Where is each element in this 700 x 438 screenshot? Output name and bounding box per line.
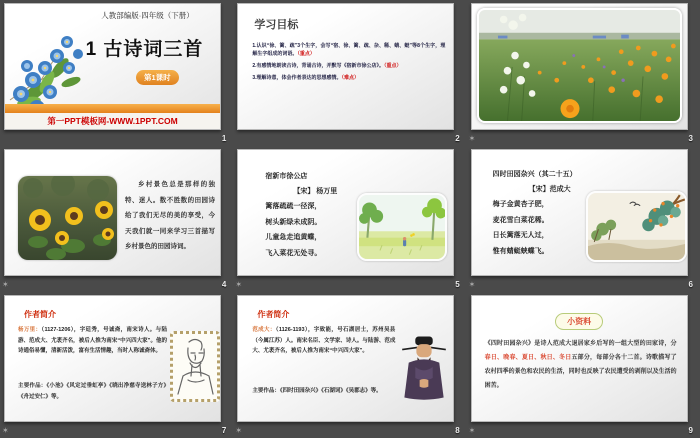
author-intro-title: 作者简介 [257, 310, 290, 319]
slide-number: 4 [221, 280, 227, 289]
slide-cell-1 [0, 0, 233, 146]
slide-thumbnail-5[interactable] [237, 149, 454, 276]
slide-number: 2 [455, 134, 460, 143]
poem-line-4: 惟有蜻蜓蛱蝶飞。 [492, 247, 549, 255]
fan-chengda-portrait [400, 330, 448, 403]
poem-line-3: 日长篱落无人过， [492, 232, 549, 239]
slide-number: 3 [688, 134, 693, 143]
poem-title: 宿新市徐公店 [265, 173, 308, 180]
poem-line-2: 树头新绿未成阴。 [265, 218, 322, 226]
poem-line-3: 儿童急走追黄蝶， [265, 234, 322, 241]
orange-divider-band [5, 104, 220, 113]
child-chasing-butterfly-illustration [357, 193, 447, 261]
poem-author: 【宋】 杨万里 [293, 188, 338, 195]
author-name: 范成大： [252, 327, 276, 333]
author-works: 主要作品：《小池》《风定过垂虹亭》《晓出净慈寺送林子方》《舟过安仁》等。 [18, 383, 169, 400]
slide-cell-3 [467, 0, 700, 146]
slide-thumbnail-3[interactable] [471, 3, 688, 130]
slide-thumbnail-6[interactable] [471, 149, 688, 276]
slide-thumbnail-1[interactable] [4, 3, 221, 130]
slide-cell-2 [233, 0, 466, 146]
lesson-title: 1 古诗词三首 [85, 39, 204, 60]
slide-number: 6 [688, 280, 693, 289]
flower-field-photo [477, 8, 682, 123]
lesson-period-badge: 第1课时 [136, 70, 179, 85]
poem-line-4: 飞入菜花无处寻。 [265, 249, 322, 257]
slide-number: 9 [688, 426, 693, 435]
poem-block [265, 171, 337, 261]
slide-cell-4 [0, 146, 233, 292]
poem-author: 【宋】范成大 [528, 186, 571, 193]
animation-star-icon[interactable]: ✶ [235, 280, 243, 289]
goal-item-1: 1.认识“徐、篱、疏”3个生字，会写“宿、徐、篱、疏、杂、稀、蜻、蜓”等8个生字，理解生字组成的词语。（重点） [252, 43, 446, 57]
author-works: 主要作品：《四时田园杂兴》《石湖词》《吴郡志》等。 [252, 388, 382, 394]
goal-tag-2: （重点） [384, 62, 402, 69]
author-bio: 杨万里：（1127-1206），字廷秀，号诚斋，南宋诗人。与陆游、范成大、尤袤齐名，被后人推为南宋“中兴四大家”。他的诗通俗易懂，清新活泼，富有生活情趣，当时人称诚斋体。 [18, 327, 167, 354]
slide-thumbnail-2[interactable] [237, 3, 454, 130]
slide-number: 7 [221, 426, 227, 435]
info-paragraph: 《四时田园杂兴》是诗人范成大退居家乡后写的一组大型的田家诗，分春日、晚春、夏日、秋日、冬日五部分，每部分各十二首。诗歌描写了农村四季的景色和农民的生活，同时也反映了农民遭受的剥削以及生活的困苦。 [484, 341, 677, 389]
poem-block [493, 169, 577, 259]
poem-title: 四时田园杂兴（其二十五） [492, 171, 577, 178]
animation-star-icon[interactable]: ✶ [468, 426, 476, 435]
slide-thumbnail-9[interactable] [471, 295, 688, 422]
poem-line-1: 篱落疏疏一径深， [265, 203, 322, 210]
slide-thumbnail-4[interactable] [4, 149, 221, 276]
animation-star-icon[interactable]: ✶ [2, 426, 9, 435]
slide-cell-9 [467, 292, 700, 438]
slide-cell-6 [467, 146, 700, 292]
yang-wanli-portrait-sketch [170, 331, 220, 402]
slide-thumbnail-8[interactable] [237, 295, 454, 422]
slide-cell-8 [233, 292, 466, 438]
author-intro-title: 作者简介 [24, 310, 56, 319]
slide-cell-7 [0, 292, 233, 438]
author-name: 杨万里： [18, 327, 42, 333]
goal-item-3: 3.理解诗意，体会作者表达的思想感情。（难点） [252, 74, 360, 81]
animation-star-icon[interactable]: ✶ [468, 280, 476, 289]
slide-cell-5 [233, 146, 466, 292]
info-badge: 小资料 [555, 313, 603, 330]
learning-goals-title: 学习目标 [254, 19, 299, 31]
slide-number: 1 [221, 134, 227, 143]
slide-thumbnail-7[interactable] [4, 295, 221, 422]
slide-number: 5 [455, 280, 460, 289]
slide-number: 8 [455, 426, 460, 435]
animation-star-icon[interactable]: ✶ [468, 134, 476, 143]
poem-line-1: 梅子金黄杏子肥， [492, 201, 549, 208]
landscape-painting-illustration [586, 191, 687, 262]
author-bio: 范成大：（1126-1193），字致能，号石湖居士，苏州吴县（今属江苏）人。南宋名臣、文学家、诗人。与陆游、范成大、尤袤齐名，被后人推为南宋“中兴四大家”。 [252, 327, 396, 354]
poem-line-2: 麦花雪白菜花稀。 [492, 216, 549, 224]
animation-star-icon[interactable]: ✶ [235, 426, 243, 435]
intro-paragraph: 乡村景色总是那样的独特、迷人。数不胜数的田园诗给了我们无尽的美的享受，今天我们就一同来学习三首描写乡村景色的田园诗词。 [125, 181, 215, 250]
goal-tag-1: （重点） [297, 50, 315, 57]
goal-tag-3: （难点） [341, 74, 360, 81]
season-words-highlight: 春日、晚春、夏日、秋日、冬日 [484, 355, 572, 361]
template-site-banner: 第一PPT模板网-WWW.1PPT.COM [47, 116, 178, 126]
learning-goals-list [252, 43, 445, 87]
goal-item-2: 2.有感情地朗读古诗，背诵古诗，并默写《宿新市徐公店》。（重点） [252, 62, 402, 69]
footer-strip [5, 113, 220, 129]
sunflower-photo [18, 176, 117, 260]
edition-header: 人教部编版·四年级（下册） [101, 11, 194, 20]
animation-star-icon[interactable]: ✶ [2, 280, 9, 289]
